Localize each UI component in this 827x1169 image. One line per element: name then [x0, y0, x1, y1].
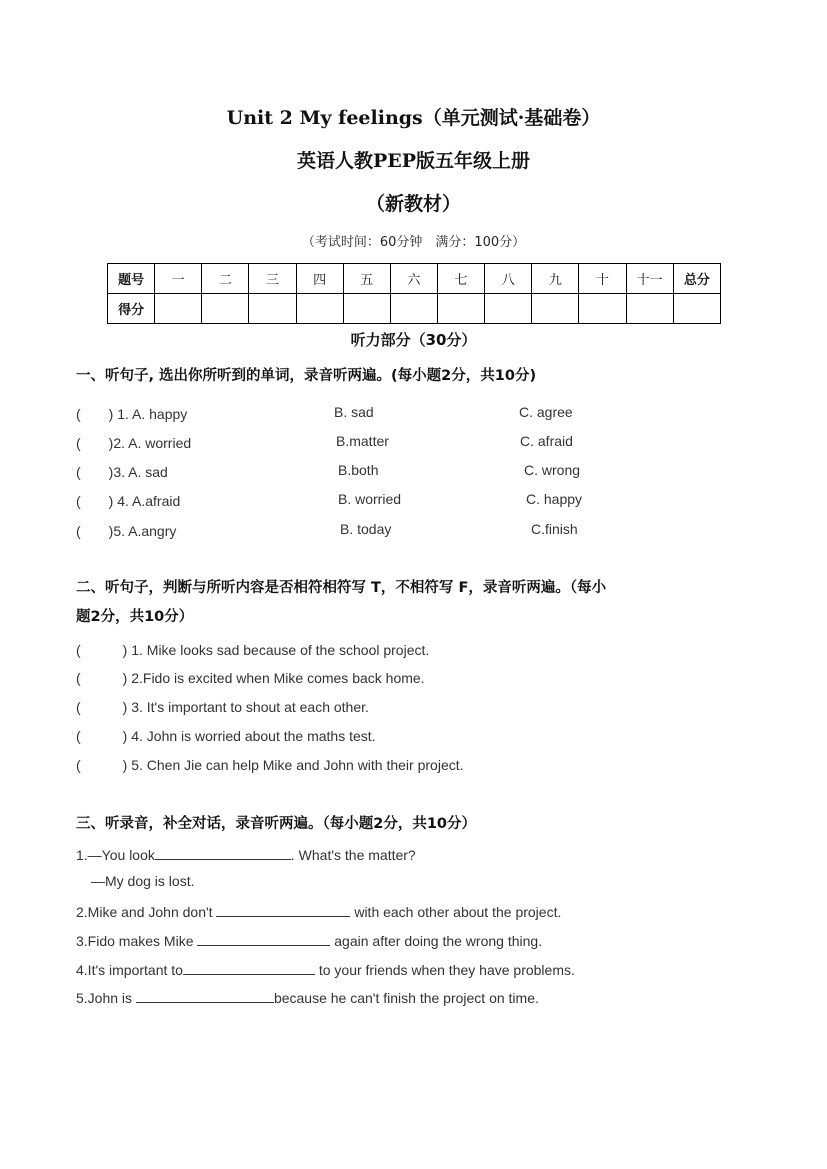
column-header: 六 — [390, 264, 437, 294]
score-cell — [579, 294, 626, 324]
row-label-score: 得分 — [108, 294, 155, 324]
page-subtitle: 英语人教PEP版五年级上册 — [296, 150, 531, 172]
s1-q2-option-a: ( )2. A. worried — [76, 435, 192, 451]
exam-info: （考试时间：60分钟 满分：100分） — [301, 235, 526, 250]
column-header: 七 — [437, 264, 484, 294]
score-cell — [249, 294, 296, 324]
s1-q5-option-c: C.finish — [531, 521, 578, 537]
score-cell — [296, 294, 343, 324]
s3-q3 — [76, 931, 542, 949]
column-header: 十一 — [626, 264, 673, 294]
listening-heading: 听力部分（30分） — [350, 331, 477, 349]
page-title: Unit 2 My feelings（单元测试·基础卷） — [226, 107, 601, 129]
s1-q1-option-a: ( ) 1. A. happy — [76, 406, 188, 422]
column-header: 二 — [202, 264, 249, 294]
score-cell — [155, 294, 202, 324]
s3-q2-blank[interactable] — [216, 902, 350, 917]
s3-q5-blank[interactable] — [136, 988, 274, 1003]
s1-q3-option-c: C. wrong — [524, 462, 581, 478]
s3-q4 — [76, 960, 575, 978]
s3-q1-reply: —My dog is lost. — [91, 873, 195, 889]
s3-q5 — [76, 988, 539, 1006]
s1-q4-option-c: C. happy — [526, 491, 583, 507]
s2-q4: ( ) 4. John is worried about the maths test. — [76, 728, 376, 744]
column-header: 九 — [532, 264, 579, 294]
score-cell — [390, 294, 437, 324]
s3-q3-blank[interactable] — [197, 931, 330, 946]
score-cell — [437, 294, 484, 324]
s3-q2-suffix: with each other about the project. — [354, 904, 562, 920]
row-label-question: 题号 — [108, 264, 155, 294]
section2-heading-line1: 二、听句子，判断与所听内容是否相符相符写 T，不相符写 F，录音听两遍。（每小 — [76, 580, 607, 596]
s1-q5-option-b: B. today — [340, 521, 392, 537]
score-cell — [343, 294, 390, 324]
s1-q2-option-b: B.matter — [336, 433, 389, 449]
s2-q2: ( ) 2.Fido is excited when Mike comes back home. — [76, 670, 425, 686]
s1-q4-option-b: B. worried — [338, 491, 402, 507]
column-header: 十 — [579, 264, 626, 294]
column-header: 四 — [296, 264, 343, 294]
s1-q2-option-c: C. afraid — [520, 433, 573, 449]
column-header: 三 — [249, 264, 296, 294]
score-cell — [485, 294, 532, 324]
score-cell — [673, 294, 720, 324]
s3-q1-suffix: . What's the matter? — [290, 847, 416, 863]
edition-label: （新教材） — [365, 193, 461, 215]
score-cell — [532, 294, 579, 324]
s1-q4-option-a: ( ) 4. A.afraid — [76, 493, 181, 509]
column-header: 五 — [343, 264, 390, 294]
s3-q1-prefix: 1.—You look — [76, 847, 155, 863]
s2-q3: ( ) 3. It's important to shout at each other. — [76, 699, 369, 715]
s1-q5-option-a: ( )5. A.angry — [76, 523, 177, 539]
s1-q1-option-b: B. sad — [334, 404, 374, 420]
section3-heading: 三、听录音，补全对话，录音听两遍。（每小题2分，共10分） — [76, 816, 477, 832]
s2-q1: ( ) 1. Mike looks sad because of the school project. — [76, 642, 430, 658]
score-table-score-row — [108, 294, 721, 324]
score-cell — [202, 294, 249, 324]
s3-q3-prefix: 3.Fido makes Mike — [76, 933, 194, 949]
score-table — [107, 263, 721, 324]
s1-q3-option-b: B.both — [338, 462, 379, 478]
score-table-header-row — [108, 264, 721, 294]
s3-q4-prefix: 4.It's important to — [76, 962, 183, 978]
s1-q3-option-a: ( )3. A. sad — [76, 464, 168, 480]
s3-q5-prefix: 5.John is — [76, 990, 133, 1006]
s3-q2-prefix: 2.Mike and John don't — [76, 904, 213, 920]
s3-q1 — [76, 845, 416, 863]
column-header: 八 — [485, 264, 532, 294]
section2-heading-line2: 题2分，共10分） — [76, 609, 194, 625]
s2-q5: ( ) 5. Chen Jie can help Mike and John with their project. — [76, 757, 464, 773]
s3-q1-blank[interactable] — [155, 845, 291, 860]
s3-q3-suffix: again after doing the wrong thing. — [334, 933, 543, 949]
column-header: 一 — [155, 264, 202, 294]
s3-q4-suffix: to your friends when they have problems. — [318, 962, 575, 978]
score-cell — [626, 294, 673, 324]
s3-q4-blank[interactable] — [183, 960, 315, 975]
section1-heading: 一、听句子, 选出你所听到的单词，录音听两遍。(每小题2分，共10分) — [76, 368, 537, 384]
column-header-total: 总分 — [673, 264, 720, 294]
s3-q5-suffix: because he can't finish the project on time. — [273, 990, 539, 1006]
s1-q1-option-c: C. agree — [519, 404, 573, 420]
s3-q2 — [76, 902, 561, 920]
